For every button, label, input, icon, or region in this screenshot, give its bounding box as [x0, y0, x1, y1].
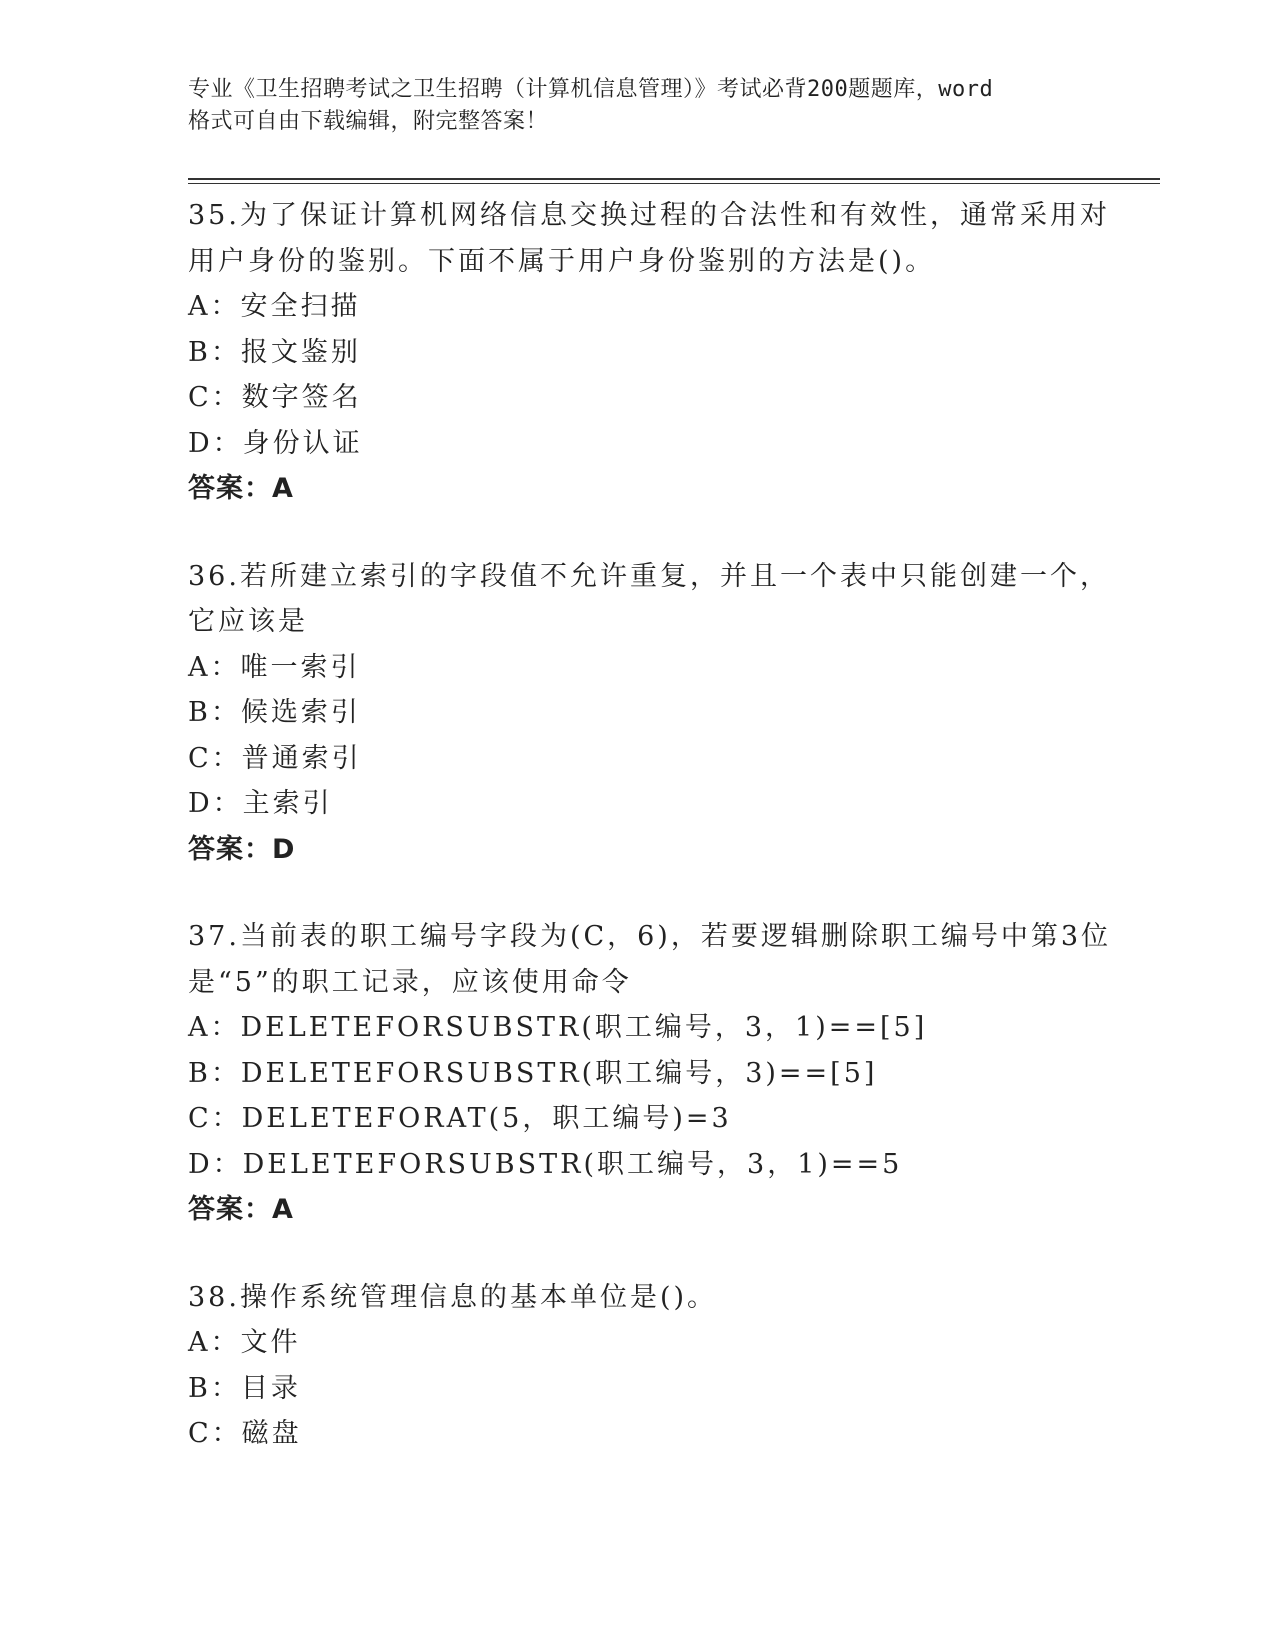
question-text-line: 用户身份的鉴别。下面不属于用户身份鉴别的方法是()。	[188, 245, 936, 277]
option-d: D：主索引	[188, 788, 333, 819]
header-line-2: 格式可自由下载编辑，附完整答案！	[188, 109, 549, 134]
question-list	[188, 193, 1112, 1499]
question-38	[188, 1275, 1088, 1457]
question-37	[188, 914, 1112, 1233]
option-b: B：目录	[188, 1372, 301, 1404]
option-a: A：DELETEFORSUBSTR(职工编号，3，1)==[5]	[188, 1012, 928, 1043]
option-b: B：候选索引	[188, 697, 361, 728]
question-text-line: 是“5”的职工记录，应该使用命令	[188, 966, 632, 998]
option-c: C：普通索引	[188, 742, 362, 774]
option-a: A：文件	[188, 1327, 301, 1358]
question-36	[188, 554, 1110, 873]
question-text-line: 38.操作系统管理信息的基本单位是()。	[188, 1281, 718, 1313]
answer-label: 答案：A	[188, 1194, 294, 1225]
option-c: C：DELETEFORAT(5，职工编号)=3	[188, 1103, 732, 1134]
question-text-line: 35.为了保证计算机网络信息交换过程的合法性和有效性，通常采用对	[188, 200, 1110, 231]
option-d: D：身份认证	[188, 427, 363, 459]
option-b: B：DELETEFORSUBSTR(职工编号，3)==[5]	[188, 1057, 878, 1089]
header-divider-thin	[188, 183, 1160, 184]
question-35	[188, 193, 1110, 512]
question-text-line: 它应该是	[188, 606, 308, 637]
option-c: C：数字签名	[188, 382, 362, 413]
option-c: C：磁盘	[188, 1418, 302, 1449]
answer-label: 答案：D	[188, 833, 296, 865]
option-a: A：安全扫描	[188, 291, 361, 322]
question-text-line: 36.若所建立索引的字段值不允许重复，并且一个表中只能创建一个，	[188, 560, 1110, 592]
header-line-1: 专业《卫生招聘考试之卫生招聘（计算机信息管理）》考试必背200题题库，word	[188, 77, 994, 102]
header-divider	[188, 178, 1160, 180]
answer-label: 答案：A	[188, 473, 294, 504]
document-header	[188, 74, 1088, 138]
option-b: B：报文鉴别	[188, 336, 361, 368]
option-a: A：唯一索引	[188, 651, 361, 683]
question-text-line: 37.当前表的职工编号字段为(C，6)，若要逻辑删除职工编号中第3位	[188, 921, 1112, 952]
option-d: D：DELETEFORSUBSTR(职工编号，3，1)==5	[188, 1148, 903, 1180]
